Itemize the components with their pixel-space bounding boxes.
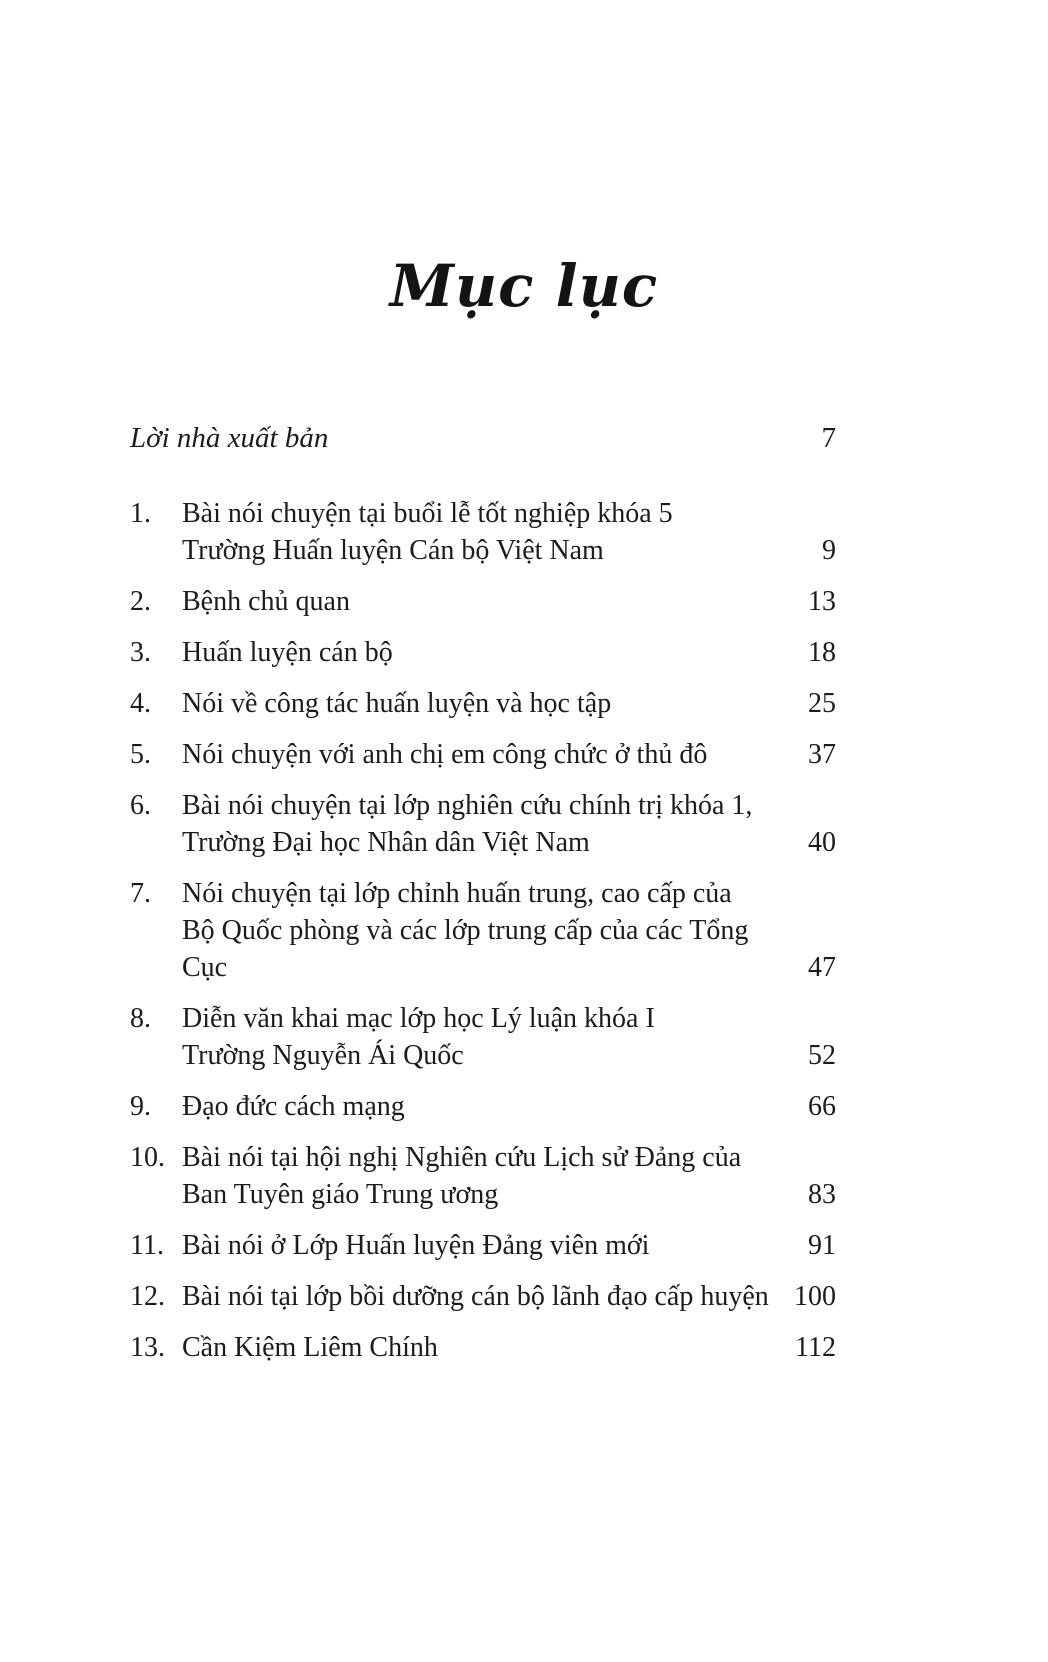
toc-entry — [130, 1329, 836, 1366]
entry-page: 91 — [808, 1230, 836, 1261]
entry-page: 47 — [808, 952, 836, 983]
toc-entry — [130, 1278, 836, 1315]
toc-entry — [130, 1139, 836, 1213]
entry-number: 8. — [130, 1003, 151, 1034]
entry-number: 13. — [130, 1332, 165, 1363]
entry-page: 18 — [808, 637, 836, 668]
entry-title: Đạo đức cách mạng — [182, 1091, 405, 1122]
entry-page: 40 — [808, 827, 836, 858]
entry-page: 25 — [808, 688, 836, 719]
entry-page: 52 — [808, 1040, 836, 1071]
entry-title: Bài nói ở Lớp Huấn luyện Đảng viên mới — [182, 1230, 650, 1261]
entry-title: Bài nói tại lớp bồi dưỡng cán bộ lãnh đạo cấp huyện — [182, 1281, 769, 1312]
toc-entry — [130, 875, 836, 986]
entry-number: 6. — [130, 790, 151, 821]
toc-entry — [130, 787, 836, 861]
entry-title: Cần Kiệm Liêm Chính — [182, 1332, 438, 1363]
toc-entry — [130, 685, 836, 722]
entry-page: 100 — [794, 1281, 836, 1312]
toc-content — [130, 420, 836, 1366]
toc-entry — [130, 1000, 836, 1074]
entry-number: 12. — [130, 1281, 165, 1312]
entry-number: 9. — [130, 1091, 151, 1122]
toc-entry — [130, 1088, 836, 1125]
entry-number: 11. — [130, 1230, 164, 1261]
entry-page: 83 — [808, 1179, 836, 1210]
entry-title: Bài nói chuyện tại buổi lễ tốt nghiệp khóa 5 Trường Huấn luyện Cán bộ Việt Nam — [182, 498, 673, 566]
entry-title: Nói chuyện với anh chị em công chức ở thủ đô — [182, 739, 708, 770]
entry-page: 37 — [808, 739, 836, 770]
entry-title: Bài nói tại hội nghị Nghiên cứu Lịch sử Đảng của Ban Tuyên giáo Trung ương — [182, 1142, 742, 1210]
front-matter-row — [130, 420, 836, 457]
toc-entry — [130, 583, 836, 620]
entry-title: Diễn văn khai mạc lớp học Lý luận khóa I Trường Nguyễn Ái Quốc — [182, 1003, 655, 1071]
toc-entry — [130, 736, 836, 773]
front-matter-label: Lời nhà xuất bản — [130, 422, 329, 454]
toc-entry — [130, 634, 836, 671]
entry-number: 2. — [130, 586, 151, 617]
entry-title: Bệnh chủ quan — [182, 586, 350, 617]
entry-title: Huấn luyện cán bộ — [182, 637, 393, 668]
entry-title: Nói về công tác huấn luyện và học tập — [182, 688, 612, 719]
entry-number: 5. — [130, 739, 151, 770]
entry-number: 10. — [130, 1142, 165, 1173]
entry-page: 112 — [795, 1332, 836, 1363]
entry-title: Bài nói chuyện tại lớp nghiên cứu chính trị khóa 1, Trường Đại học Nhân dân Việt Nam — [182, 790, 753, 858]
book-page — [0, 252, 1048, 1662]
entry-title: Nói chuyện tại lớp chỉnh huấn trung, cao cấp của Bộ Quốc phòng và các lớp trung cấp của các Tổng Cục — [182, 878, 749, 983]
entry-number: 4. — [130, 688, 151, 719]
page-title: Mục lục — [389, 252, 659, 320]
entry-number: 3. — [130, 637, 151, 668]
entry-page: 66 — [808, 1091, 836, 1122]
toc-entry — [130, 1227, 836, 1264]
entry-number: 7. — [130, 878, 151, 909]
front-matter-page: 7 — [821, 422, 836, 454]
entry-page: 9 — [822, 535, 836, 566]
toc-list — [130, 495, 836, 1366]
entry-page: 13 — [808, 586, 836, 617]
entry-number: 1. — [130, 498, 151, 529]
toc-entry — [130, 495, 836, 569]
